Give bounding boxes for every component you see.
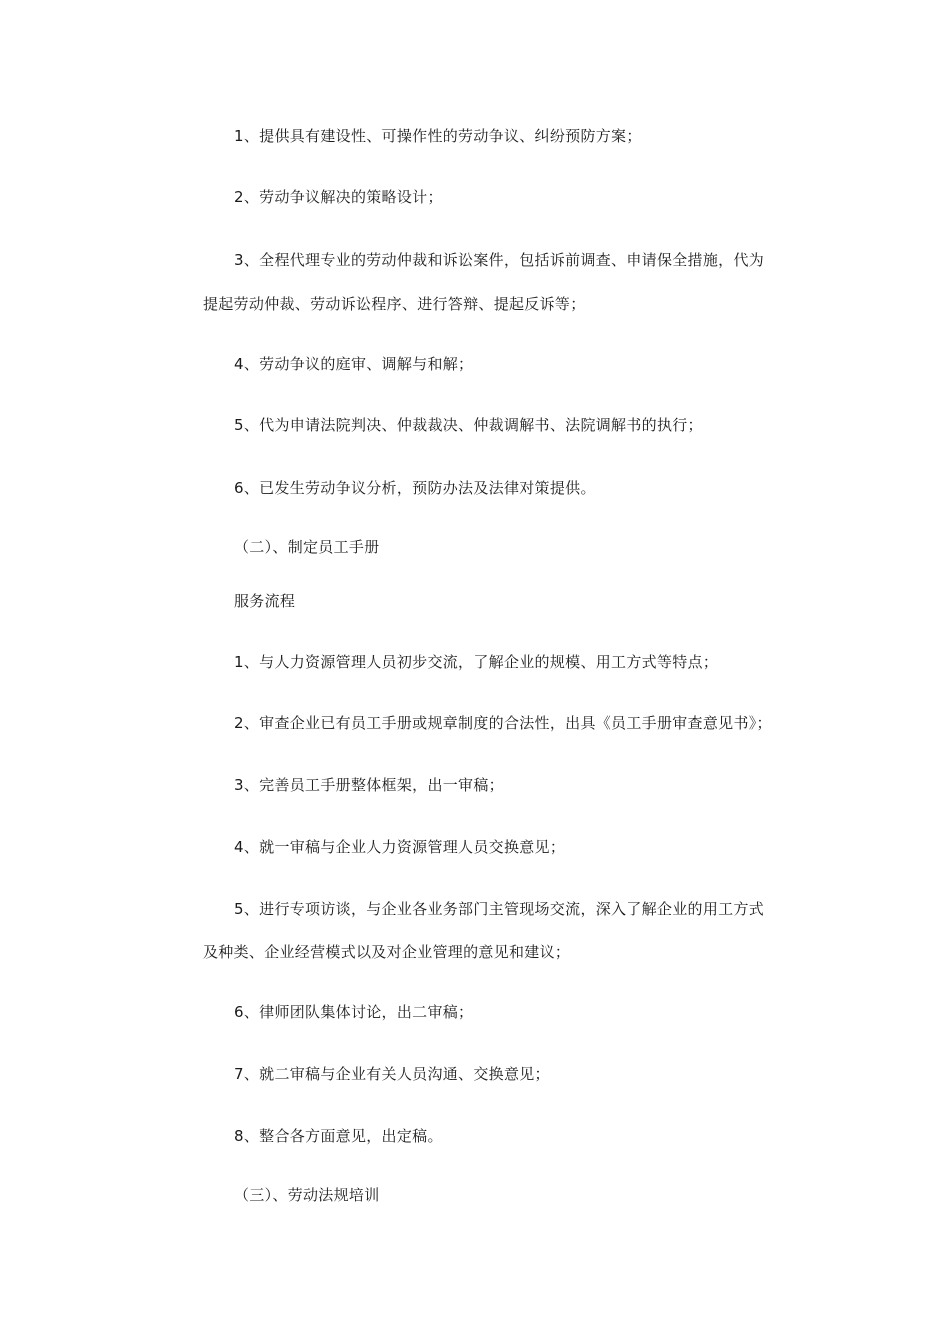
- list-item-4-trial-mediation: 4、劳动争议的庭审、调解与和解；: [234, 355, 474, 373]
- list-item-6-analysis: 6、已发生劳动争议分析，预防办法及法律对策提供。: [234, 479, 596, 497]
- process-step-8: 8、整合各方面意见，出定稿。: [234, 1127, 443, 1145]
- list-item-5-enforcement: 5、代为申请法院判决、仲裁裁决、仲裁调解书、法院调解书的执行；: [234, 416, 703, 434]
- process-step-3: 3、完善员工手册整体框架，出一审稿；: [234, 776, 504, 794]
- list-item-3-continuation: 提起劳动仲裁、劳动诉讼程序、进行答辩、提起反诉等；: [203, 295, 586, 313]
- list-item-1-dispute-prevention: 1、提供具有建设性、可操作性的劳动争议、纠纷预防方案；: [234, 127, 642, 145]
- process-step-4: 4、就一审稿与企业人力资源管理人员交换意见；: [234, 838, 566, 856]
- section-heading-employee-handbook: （二）、制定员工手册: [234, 538, 380, 556]
- process-step-7: 7、就二审稿与企业有关人员沟通、交换意见；: [234, 1065, 550, 1083]
- list-item-2-strategy-design: 2、劳动争议解决的策略设计；: [234, 188, 443, 206]
- list-item-3-litigation-agency: 3、全程代理专业的劳动仲裁和诉讼案件，包括诉前调查、申请保全措施，代为: [234, 251, 765, 269]
- section-heading-labor-law-training: （三）、劳动法规培训: [234, 1186, 380, 1204]
- process-step-6: 6、律师团队集体讨论，出二审稿；: [234, 1003, 474, 1021]
- process-step-5: 5、进行专项访谈，与企业各业务部门主管现场交流，深入了解企业的用工方式: [234, 900, 765, 918]
- process-step-2: 2、审查企业已有员工手册或规章制度的合法性，出具《员工手册审查意见书》；: [234, 714, 772, 732]
- process-step-1: 1、与人力资源管理人员初步交流，了解企业的规模、用工方式等特点；: [234, 653, 719, 671]
- process-step-5-continuation: 及种类、企业经营模式以及对企业管理的意见和建议；: [203, 943, 571, 961]
- subheading-service-process: 服务流程: [234, 592, 296, 610]
